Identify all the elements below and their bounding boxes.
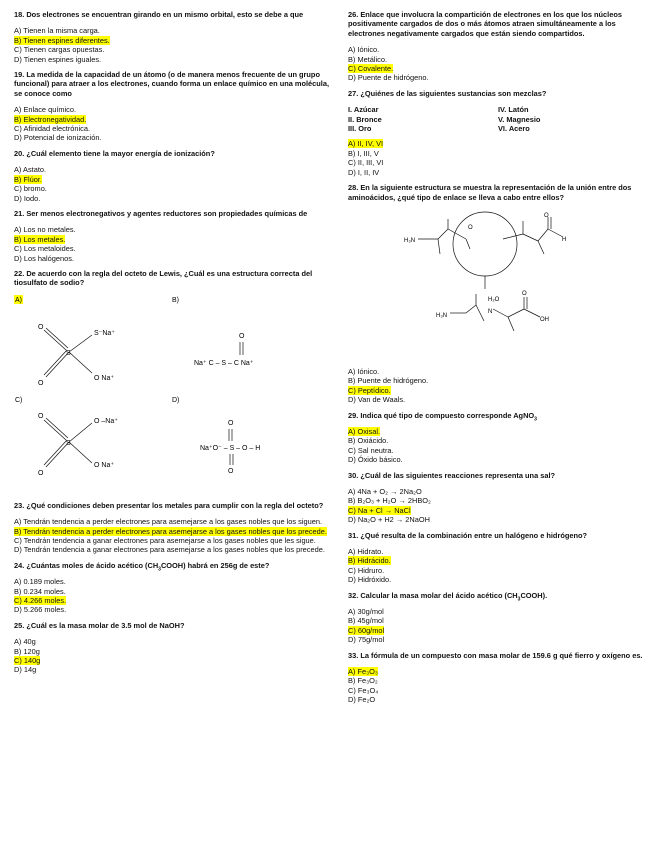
o-na-c-bottom: O Na⁺ [94, 461, 115, 469]
question-title: 20. ¿Cuál elemento tiene la mayor energía de ionización? [14, 148, 215, 158]
peptide-bond-diagram [348, 209, 648, 367]
option-c: C) Hidruro. [348, 565, 385, 575]
option-a: A) Los no metales. [14, 225, 76, 235]
svg-text:O: O [544, 212, 549, 219]
right-column [348, 10, 648, 711]
sulfur-c: S [66, 439, 71, 447]
oxygen-b: O [239, 332, 245, 340]
option-d: D) Tendrán tendencia a ganar electrones para asemejarse a los gases nobles que los precede. [14, 545, 325, 555]
option-b: B) B₂O₃ + H₂O → 2HBO₂ [348, 496, 431, 506]
option-d: D) Potencial de ionización. [14, 133, 102, 143]
oxygen-a1: O [38, 323, 44, 331]
item-6: VI. Acero [498, 124, 530, 134]
question-title: 33. La fórmula de un compuesto con masa molar de 159.6 g qué fierro y oxígeno es. [348, 650, 643, 660]
oxygen-d2: O [228, 467, 234, 475]
option-b-answer: B) Hidrácido. [348, 556, 391, 566]
item-3: III. Oro [348, 124, 372, 134]
item-4: IV. Latón [498, 105, 529, 115]
question-21 [14, 209, 332, 263]
option-d: D) 75g/mol [348, 635, 385, 645]
option-c-answer: C) Peptídico. [348, 385, 391, 395]
option-d: D) 14g [14, 665, 37, 675]
question-title: 32. Calcular la masa molar del ácido acético $(CH_3COOH)$. [348, 590, 548, 603]
option-b: B) I, III, V [348, 148, 379, 158]
option-c: C) Afinidad electrónica. [14, 124, 90, 134]
option-b: B) Fe₃O₂ [348, 676, 378, 686]
svg-text:N: N [488, 308, 493, 315]
formula-d: Na⁺O⁻ – S – O – H [200, 444, 261, 452]
option-c: C) II, III, VI [348, 158, 384, 168]
left-column [14, 10, 332, 681]
option-d: D) Iodo. [14, 193, 41, 203]
question-title: 21. Ser menos electronegativos y agentes reductores son propiedades químicas de [14, 208, 308, 218]
thiosulfate-structures [14, 295, 332, 495]
question-23 [14, 501, 332, 555]
label-a: A) [15, 296, 22, 304]
question-18 [14, 10, 332, 64]
option-d: D) 5.266 moles. [14, 605, 67, 615]
option-b: B) Oxiácido. [348, 436, 389, 446]
option-c-answer: C) 140g [14, 656, 41, 666]
option-c: C) Sal neutra. [348, 445, 394, 455]
option-b-answer: B) Tienen espines diferentes. [14, 35, 110, 45]
question-title: 23. ¿Qué condiciones deben presentar los metales para cumplir con la regla del octeto? [14, 500, 324, 510]
oxygen-c2: O [38, 469, 44, 477]
question-title: 31. ¿Qué resulta de la combinación entre un halógeno e hidrógeno? [348, 530, 588, 540]
question-22 [14, 269, 332, 495]
option-c-answer: C) 60g/mol [348, 625, 385, 635]
option-c: C) Los metaloides. [14, 244, 76, 254]
item-2: II. Bronce [348, 114, 382, 124]
question-27 [348, 89, 648, 177]
option-a: A) Enlace químico. [14, 105, 77, 115]
option-b: B) Puente de hidrógeno. [348, 376, 429, 386]
option-c-answer: C) 4.266 moles. [14, 596, 67, 605]
svg-text:O: O [522, 290, 527, 297]
option-c: C) Tendrán tendencia a ganar electrones para asemejarse a los gases nobles que les sigue. [14, 535, 316, 545]
label-c: C) [15, 396, 23, 404]
question-title: 18. Dos electrones se encuentran girando en un mismo orbital, esto se debe a que [14, 10, 304, 19]
question-31 [348, 531, 648, 585]
question-24 [14, 561, 332, 615]
option-d: D) Hidróxido. [348, 575, 392, 585]
svg-text:H₃N: H₃N [436, 312, 448, 319]
option-b-answer: B) Electronegatividad. [14, 114, 87, 124]
question-30 [348, 471, 648, 525]
option-a: A) Hidrato. [348, 547, 384, 556]
question-title: 30. ¿Cuál de las siguientes reacciones representa una sal? [348, 470, 556, 480]
option-d: D) Óxido básico. [348, 455, 403, 465]
option-c-answer: C) Na + Cl → NaCl [348, 505, 411, 515]
option-d: D) Na₂O + H2 → 2NaOH [348, 515, 430, 525]
option-b: B) 120g [14, 646, 40, 656]
question-19 [14, 70, 332, 143]
item-5: V. Magnesio [498, 114, 541, 124]
substance-list [348, 105, 648, 133]
sulfur-a: S [66, 349, 71, 357]
question-title: 26. Enlace que involucra la compartición de electrones en los que los núcleos positivamente cargados de dos o más átomos atraen simultáneamente a los electrones negativamente cargados que están siendo compartidos. [348, 10, 622, 38]
question-25 [14, 621, 332, 675]
option-d: D) Van de Waals. [348, 395, 406, 405]
svg-text:OH: OH [540, 316, 549, 323]
option-c: C) bromo. [14, 184, 47, 194]
option-a: A) Tendrán tendencia a perder electrones para asemejarse a los gases nobles que los siguen. [14, 517, 322, 527]
question-title: 24. ¿Cuántas moles de ácido acético $(CH_3COOH)$ habrá en 256g de este? [14, 560, 270, 573]
o-na-a: O Na⁺ [94, 374, 115, 382]
option-b: B) 0.234 moles. [14, 586, 66, 596]
option-a-answer: A) Fe₃O₃ [348, 667, 378, 677]
option-a: A) 0.189 moles. [14, 577, 66, 587]
option-b-answer: B) Los metales. [14, 234, 66, 244]
option-d: D) Puente de hidrógeno. [348, 73, 429, 83]
option-b: B) Metálico. [348, 54, 388, 64]
option-a-answer: A) Oxisal. [348, 426, 381, 436]
question-title: 22. De acuerdo con la regla del octeto de Lewis, ¿Cuál es una estructura correcta del tiosulfato de sodio? [14, 268, 313, 288]
question-title: 29. Indica qué tipo de compuesto corresponde AgNO$_3$ [348, 410, 537, 422]
label-b: B) [172, 296, 179, 304]
svg-text:H: H [562, 236, 567, 243]
formula-b: Na⁺ C – S – C Na⁺ [194, 359, 254, 367]
option-d: D) Los halógenos. [14, 253, 74, 263]
svg-text:H₃N: H₃N [404, 237, 416, 244]
option-c: C) Tienen cargas opuestas. [14, 45, 105, 55]
option-b-answer: B) Flúor. [14, 174, 42, 184]
question-32 [348, 591, 648, 645]
question-title: 28. En la siguiente estructura se muestra la representación de la unión entre dos aminoácidos, ¿qué tipo de enlace se lleva a cabo entre ellos? [348, 183, 632, 202]
option-a-answer: A) II, IV, VI [348, 139, 384, 149]
option-a: A) 4Na + O₂ → 2Na₂O [348, 486, 422, 496]
label-d: D) [172, 396, 180, 404]
option-a: A) Iónico. [348, 45, 380, 55]
option-b: B) 45g/mol [348, 616, 384, 626]
question-28 [348, 183, 648, 404]
option-a: A) 40g [14, 637, 36, 647]
question-20 [14, 149, 332, 203]
question-title: 19. La medida de la capacidad de un átomo (o de manera menos frecuente de un grupo funcional) para atraer a los electrones, cuando forma un enlace químico en una molécula, se conoce como [14, 70, 330, 98]
question-title: 27. ¿Quiénes de las siguientes sustancias son mezclas? [348, 88, 547, 98]
option-a: A) Astato. [14, 165, 47, 175]
question-26 [348, 10, 648, 83]
option-a: A) Tienen la misma carga. [14, 26, 100, 36]
svg-text:O: O [468, 224, 473, 231]
option-d: D) I, II, IV [348, 167, 380, 177]
option-a: A) Iónico. [348, 366, 380, 376]
option-d: D) Tienen espines iguales. [14, 54, 102, 64]
option-a: A) 30g/mol [348, 607, 384, 617]
question-33 [348, 651, 648, 705]
s-na-a: S⁻Na⁺ [94, 329, 116, 337]
oxygen-d: O [228, 419, 234, 427]
oxygen-c1: O [38, 412, 44, 420]
item-1: I. Azúcar [348, 105, 379, 115]
water-label: H₂O [488, 296, 500, 303]
oxygen-a2: O [38, 379, 44, 387]
option-c-answer: C) Covalente. [348, 64, 394, 74]
option-b-answer: B) Tendrán tendencia a perder electrones para asemejarse a los gases nobles que los precede. [14, 526, 327, 536]
question-29 [348, 411, 648, 465]
option-d: D) Fe₂O [348, 695, 376, 705]
o-na-c-top: O –Na⁺ [94, 417, 118, 425]
question-title: 25. ¿Cuál es la masa molar de 3.5 mol de NaOH? [14, 620, 185, 630]
option-c: C) Fe₃O₄ [348, 685, 379, 695]
